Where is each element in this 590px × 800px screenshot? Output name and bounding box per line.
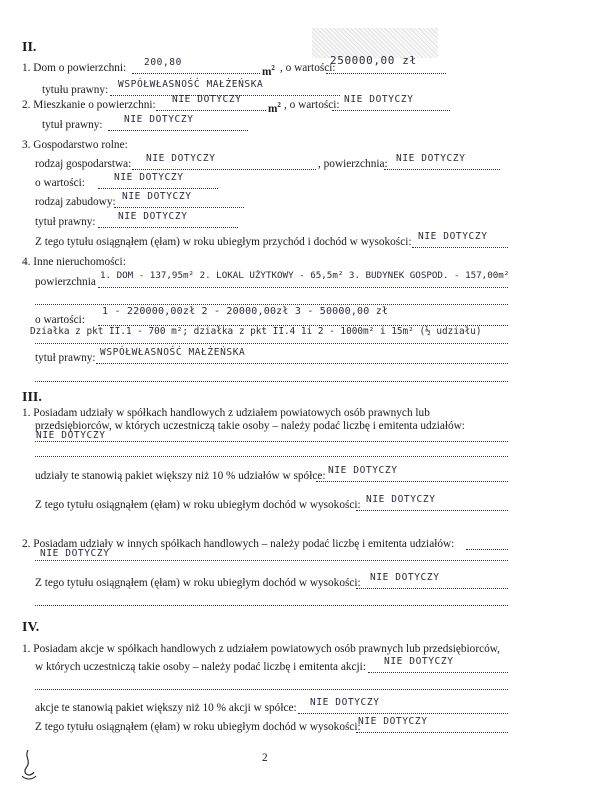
dotted-line xyxy=(35,441,508,442)
other-shares-answer: NIE DOTYCZY xyxy=(40,548,110,559)
house-area-label: 1. Dom o powierzchni: xyxy=(22,62,127,74)
dotted-line xyxy=(35,605,508,606)
farm-area: NIE DOTYCZY xyxy=(396,153,466,164)
stocks-income: NIE DOTYCZY xyxy=(358,716,428,727)
stocks-answer: NIE DOTYCZY xyxy=(384,656,454,667)
farm-value-label: o wartości: xyxy=(35,177,85,189)
dotted-line xyxy=(326,73,446,74)
dotted-line xyxy=(114,207,244,208)
farm-area-label: , powierzchnia: xyxy=(318,158,388,170)
flat-value: NIE DOTYCZY xyxy=(344,94,414,105)
dotted-line xyxy=(132,73,260,74)
page-number: 2 xyxy=(262,752,268,764)
dotted-line xyxy=(384,169,500,170)
initials-signature xyxy=(18,748,40,782)
farm-income: NIE DOTYCZY xyxy=(418,231,488,242)
unit-m: m xyxy=(268,102,278,115)
other-area-label: powierzchnia xyxy=(35,276,96,288)
dotted-line xyxy=(132,169,316,170)
farm-type: NIE DOTYCZY xyxy=(146,153,216,164)
shares-text-1: 1. Posiadam udziały w spółkach handlowych z udziałem powiatowych osób prawnych lub xyxy=(22,407,430,419)
shares-pakiet-label: udziały te stanowią pakiet większy niż 10 % udziałów w spółce: xyxy=(35,470,326,482)
stocks-text-2: w których uczestniczą takie osoby – należy podać liczbę i emitenta akcji: xyxy=(35,661,366,673)
dotted-line xyxy=(298,713,508,714)
farm-title-label: tytuł prawny: xyxy=(35,216,96,228)
house-value: 250000,00 zł xyxy=(330,54,417,67)
dotted-line xyxy=(35,689,508,690)
other-value-label: o wartości: xyxy=(35,314,85,326)
flat-title-label: tytuł prawny: xyxy=(42,119,103,131)
farm-build: NIE DOTYCZY xyxy=(122,191,192,202)
dotted-line xyxy=(35,304,508,305)
farm-income-label: Z tego tytułu osiągnąłem (ęłam) w roku ubiegłym przychód i dochód w wysokości: xyxy=(35,236,412,248)
farm-title: NIE DOTYCZY xyxy=(118,211,188,222)
dotted-line xyxy=(35,560,508,561)
flat-value-label: , o wartości: xyxy=(284,99,340,111)
stocks-text-1: 1. Posiadam akcje w spółkach handlowych z udziałem powiatowych osób prawnych lub przedsiębiorców, xyxy=(22,643,500,655)
other-area: 1. DOM - 137,95m² 2. LOKAL UŻYTKOWY - 65,5m² 3. BUDYNEK GOSPOD. - 157,00m² xyxy=(100,270,510,281)
stocks-pakiet-label: akcje te stanowią pakiet większy niż 10 % akcji w spółce: xyxy=(35,702,297,714)
dotted-line xyxy=(35,381,508,382)
shares-answer: NIE DOTYCZY xyxy=(36,430,106,441)
shares-pakiet: NIE DOTYCZY xyxy=(328,465,398,476)
shares-income: NIE DOTYCZY xyxy=(366,494,436,505)
other-title-label: tytuł prawny: xyxy=(35,352,96,364)
dotted-line xyxy=(98,188,218,189)
section-iii-heading: III. xyxy=(22,390,42,405)
dotted-line xyxy=(35,456,508,457)
farm-value: NIE DOTYCZY xyxy=(114,172,184,183)
dotted-line xyxy=(98,287,508,288)
shares-text-2: przedsiębiorców, w których uczestniczą takie osoby – należy podać liczbę i emitenta udziałów: xyxy=(35,420,465,432)
stocks-pakiet: NIE DOTYCZY xyxy=(310,697,380,708)
unit-m: m xyxy=(262,65,272,78)
dotted-line xyxy=(98,227,238,228)
farm-label: 3. Gospodarstwo rolne: xyxy=(22,139,128,151)
house-value-label: , o wartości: xyxy=(280,62,336,74)
other-shares-text: 2. Posiadam udziały w innych spółkach handlowych – należy podać liczbę i emitenta udziałów: xyxy=(22,538,455,550)
flat-area-value: NIE DOTYCZY xyxy=(172,94,242,105)
house-title: WSPÓŁWŁASNOŚĆ MAŁŻEŃSKA xyxy=(118,79,264,90)
other-plots: Działka z pkt II.1 - 700 m²; działka z pkt II.4 1i 2 - 1000m² i 15m² (½ udziału) xyxy=(30,326,482,337)
house-area-value: 200,80 xyxy=(144,57,182,68)
other-property-label: 4. Inne nieruchomości: xyxy=(22,256,126,268)
other-value: 1 - 220000,00zł 2 - 20000,00zł 3 - 50000,00 zł xyxy=(102,306,389,317)
other-shares-income: NIE DOTYCZY xyxy=(370,572,440,583)
dotted-line xyxy=(332,110,450,111)
dotted-line xyxy=(96,363,508,364)
farm-type-label: rodzaj gospodarstwa: xyxy=(35,158,132,170)
section-ii-heading: II. xyxy=(22,40,37,55)
stocks-income-label: Z tego tytułu osiągnąłem (ęłam) w roku ubiegłym dochód w wysokości: xyxy=(35,721,361,733)
section-iv-heading: IV. xyxy=(22,620,40,635)
dotted-line xyxy=(356,510,508,511)
shares-income-label: Z tego tytułu osiągnąłem (ęłam) w roku ubiegłym dochód w wysokości: xyxy=(35,499,361,511)
unit-superscript: 2 xyxy=(271,64,275,72)
dotted-line xyxy=(156,110,266,111)
unit-m2 xyxy=(262,62,275,79)
dotted-line xyxy=(466,549,508,550)
unit-m2-flat xyxy=(268,99,281,116)
flat-area-label: 2. Mieszkanie o powierzchni: xyxy=(22,99,156,111)
dotted-line xyxy=(368,672,508,673)
farm-build-label: rodzaj zabudowy: xyxy=(35,196,116,208)
unit-superscript: 2 xyxy=(277,101,281,109)
dotted-line xyxy=(316,481,508,482)
dotted-line xyxy=(356,732,508,733)
dotted-line xyxy=(35,343,508,344)
other-title: WSPÓŁWŁASNOŚĆ MAŁŻEŃSKA xyxy=(100,347,246,358)
dotted-line xyxy=(108,130,248,131)
house-title-label: tytułu prawny: xyxy=(42,84,109,96)
dotted-line xyxy=(412,247,508,248)
other-shares-income-label: Z tego tytułu osiągnąłem (ęłam) w roku ubiegłym dochód w wysokości: xyxy=(35,577,361,589)
dotted-line xyxy=(356,588,508,589)
flat-title: NIE DOTYCZY xyxy=(124,114,194,125)
